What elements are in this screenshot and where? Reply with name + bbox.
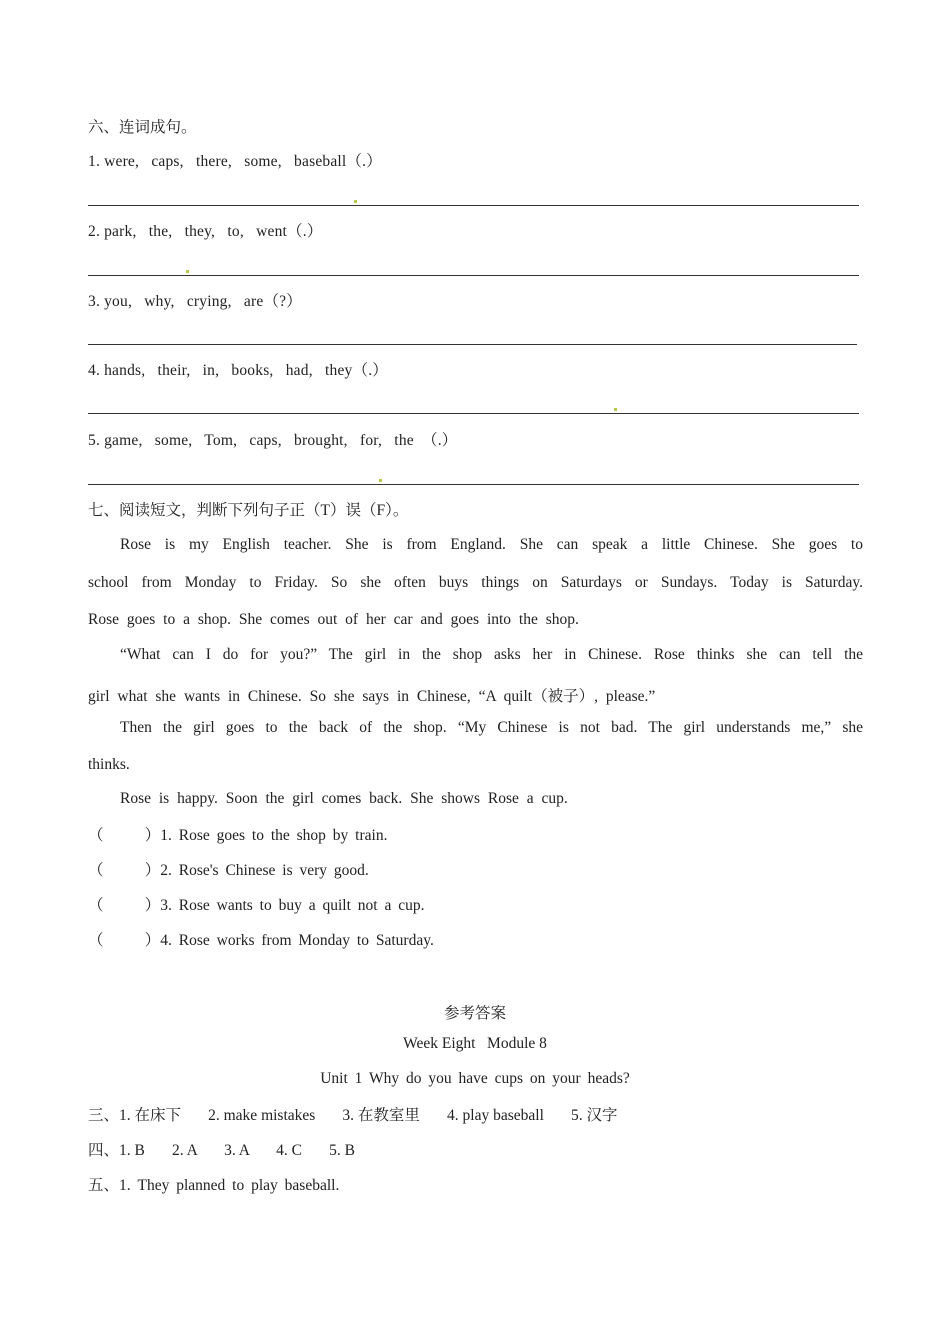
sentence-item-3: 3. you, why, crying, are（?）: [88, 293, 302, 310]
answer-line-3: [88, 344, 857, 345]
answer-line-1: [88, 205, 859, 206]
answer-line-4: [88, 413, 859, 414]
answers-week-heading: Week Eight Module 8: [403, 1035, 547, 1052]
passage-p3-line1: Then the girl goes to the back of the shop. “My Chinese is not bad. The girl understands me,” she: [120, 719, 863, 736]
section-7-title: 七、阅读短文，判断下列句子正（T）误（F）。: [88, 502, 409, 519]
tf-question-4: （ ）4. Rose works from Monday to Saturday.: [88, 932, 434, 949]
sentence-item-2: 2. park, the, they, to, went（.）: [88, 223, 323, 240]
passage-p2-line1: “What can I do for you?” The girl in the shop asks her in Chinese. Rose thinks she can tell the: [120, 646, 863, 663]
passage-p1-line2: school from Monday to Friday. So she often buys things on Saturdays or Sundays. Today is Saturday.: [88, 574, 863, 591]
answer-line-2: [88, 275, 859, 276]
passage-p4: Rose is happy. Soon the girl comes back. She shows Rose a cup.: [120, 790, 568, 807]
speck-mark: [614, 408, 617, 411]
answers-unit-heading: Unit 1 Why do you have cups on your heads?: [320, 1070, 630, 1087]
tf-question-1: （ ）1. Rose goes to the shop by train.: [88, 827, 388, 844]
passage-p3-line2: thinks.: [88, 756, 130, 773]
speck-mark: [186, 270, 189, 273]
passage-p2-line2: girl what she wants in Chinese. So she says in Chinese, “A quilt（被子）, please.”: [88, 688, 656, 705]
passage-p1-line1: Rose is my English teacher. She is from England. She can speak a little Chinese. She goes to: [120, 536, 863, 553]
speck-mark: [379, 479, 382, 482]
answers-title: 参考答案: [443, 1005, 506, 1022]
sentence-item-4: 4. hands, their, in, books, had, they（.）: [88, 362, 388, 379]
passage-p1-line3: Rose goes to a shop. She comes out of her car and goes into the shop.: [88, 611, 579, 628]
answer-line-5: [88, 484, 859, 485]
speck-mark: [354, 200, 357, 203]
answers-section-5: 五、1. They planned to play baseball.: [88, 1177, 340, 1194]
sentence-item-1: 1. were, caps, there, some, baseball（.）: [88, 153, 382, 170]
answers-section-4: 四、1. B 2. A 3. A 4. C 5. B: [88, 1142, 355, 1159]
sentence-item-5: 5. game, some, Tom, caps, brought, for, the （.）: [88, 432, 458, 449]
section-6-title: 六、连词成句。: [88, 119, 197, 136]
tf-question-2: （ ）2. Rose's Chinese is very good.: [88, 862, 369, 879]
tf-question-3: （ ）3. Rose wants to buy a quilt not a cup.: [88, 897, 425, 914]
answers-section-3: 三、1. 在床下 2. make mistakes 3. 在教室里 4. play baseball 5. 汉字: [88, 1107, 618, 1124]
